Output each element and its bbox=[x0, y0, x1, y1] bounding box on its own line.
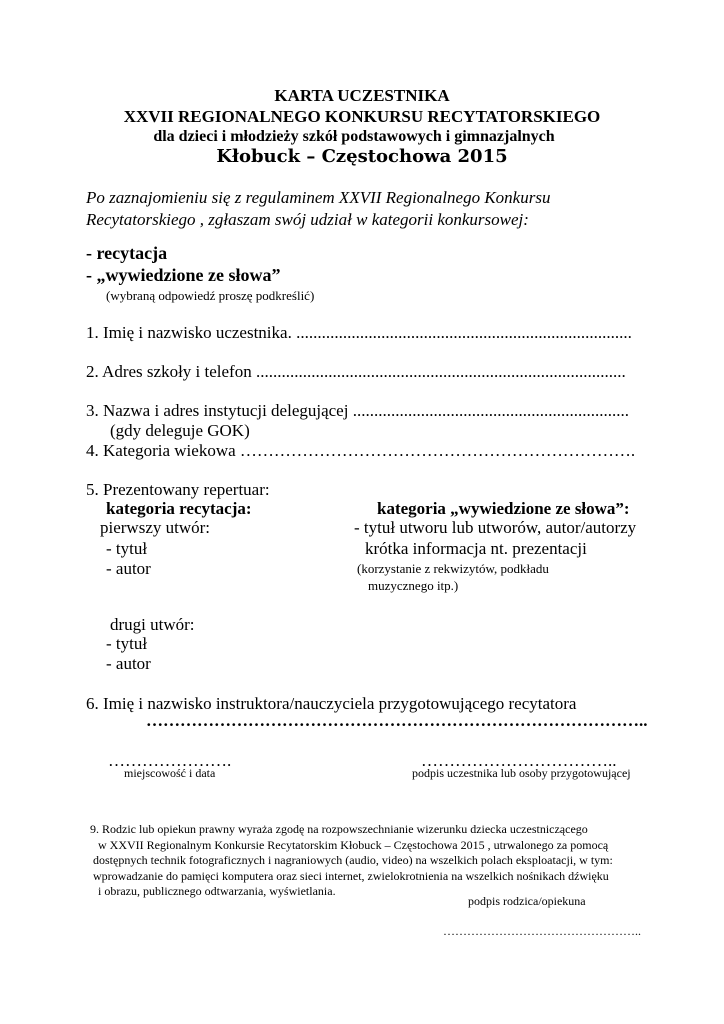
category-hint: (wybraną odpowiedź proszę podkreślić) bbox=[106, 288, 315, 303]
instructor-label: 6. Imię i nazwisko instruktora/nauczyciela przygotowującego recytatora bbox=[86, 694, 577, 713]
field-delegating-institution[interactable]: 3. Nazwa i adres instytucji delegującej ................................................................. bbox=[86, 401, 629, 420]
first-work-author[interactable]: - autor bbox=[106, 559, 151, 578]
consent-line-2: w XXVII Regionalnym Konkursie Recytatorskim Kłobuck – Częstochowa 2015 , utrwalonego za pomocą bbox=[98, 838, 609, 852]
second-work-title[interactable]: - tytuł bbox=[106, 634, 148, 653]
guardian-signature-field[interactable]: ………………………………………….. bbox=[443, 924, 641, 938]
second-work-label: drugi utwór: bbox=[110, 615, 195, 634]
word-category-note-1: (korzystanie z rekwizytów, podkładu bbox=[357, 561, 549, 576]
place-date-label: miejscowość i data bbox=[124, 766, 216, 780]
participant-signature-field[interactable]: …………………………….. bbox=[421, 751, 617, 770]
word-category-line-1: - tytuł utworu lub utworów, autor/autorzy bbox=[354, 518, 637, 537]
repertoire-word-heading: kategoria „wywiedzione ze słowa”: bbox=[377, 499, 630, 518]
consent-line-3: dostępnych technik fotograficznych i nagraniowych (audio, video) na wszelkich polach eksploatacji, w tym: bbox=[93, 853, 613, 867]
word-category-line-2: krótka informacja nt. prezentacji bbox=[365, 539, 587, 558]
guardian-signature-label: podpis rodzica/opiekuna bbox=[468, 894, 586, 908]
word-category-note-2: muzycznego itp.) bbox=[368, 578, 459, 593]
repertoire-title: 5. Prezentowany repertuar: bbox=[86, 480, 270, 499]
contest-location-year: Kłobuck – Częstochowa 2015 bbox=[216, 146, 508, 167]
contest-name: XXVII REGIONALNEGO KONKURSU RECYTATORSKIEGO bbox=[123, 107, 601, 126]
participant-signature-label: podpis uczestnika lub osoby przygotowującej bbox=[412, 766, 631, 780]
category-option-recitation[interactable]: - recytacja bbox=[86, 243, 168, 263]
intro-line-1: Po zaznajomieniu się z regulaminem XXVII Regionalnego Konkursu bbox=[86, 188, 551, 207]
consent-line-4: wprowadzanie do pamięci komputera oraz sieci internet, zwielokrotnienia na wszelkich nośnikach dźwięku bbox=[93, 869, 609, 883]
contest-audience: dla dzieci i młodzieży szkół podstawowych i gimnazjalnych bbox=[153, 128, 555, 145]
consent-line-1: 9. Rodzic lub opiekun prawny wyraża zgodę na rozpowszechnianie wizerunku dziecka uczestniczącego bbox=[90, 822, 588, 836]
instructor-name-field[interactable]: …………………………………………………………………………….. bbox=[146, 711, 648, 730]
first-work-label: pierwszy utwór: bbox=[100, 518, 211, 537]
intro-line-2: Recytatorskiego , zgłaszam swój udział w kategorii konkursowej: bbox=[86, 210, 529, 229]
second-work-author[interactable]: - autor bbox=[106, 654, 151, 673]
repertoire-recitation-heading: kategoria recytacja: bbox=[106, 499, 252, 518]
category-option-word[interactable]: - „wywiedzione ze słowa” bbox=[86, 265, 281, 285]
first-work-title[interactable]: - tytuł bbox=[106, 539, 148, 558]
place-date-field[interactable]: …………………. bbox=[108, 751, 232, 770]
consent-line-5: i obrazu, publicznego odtwarzania, wyświetlania. bbox=[98, 884, 336, 898]
doc-title: KARTA UCZESTNIKA bbox=[274, 86, 450, 105]
field-school-address[interactable]: 2. Adres szkoły i telefon ....................................................................................... bbox=[86, 362, 626, 381]
field-age-category[interactable]: 4. Kategoria wiekowa ……………………………………………………………. bbox=[86, 441, 636, 460]
field-participant-name[interactable]: 1. Imię i nazwisko uczestnika. ............................................................................... bbox=[86, 323, 632, 342]
field-delegating-note: (gdy deleguje GOK) bbox=[110, 421, 250, 440]
